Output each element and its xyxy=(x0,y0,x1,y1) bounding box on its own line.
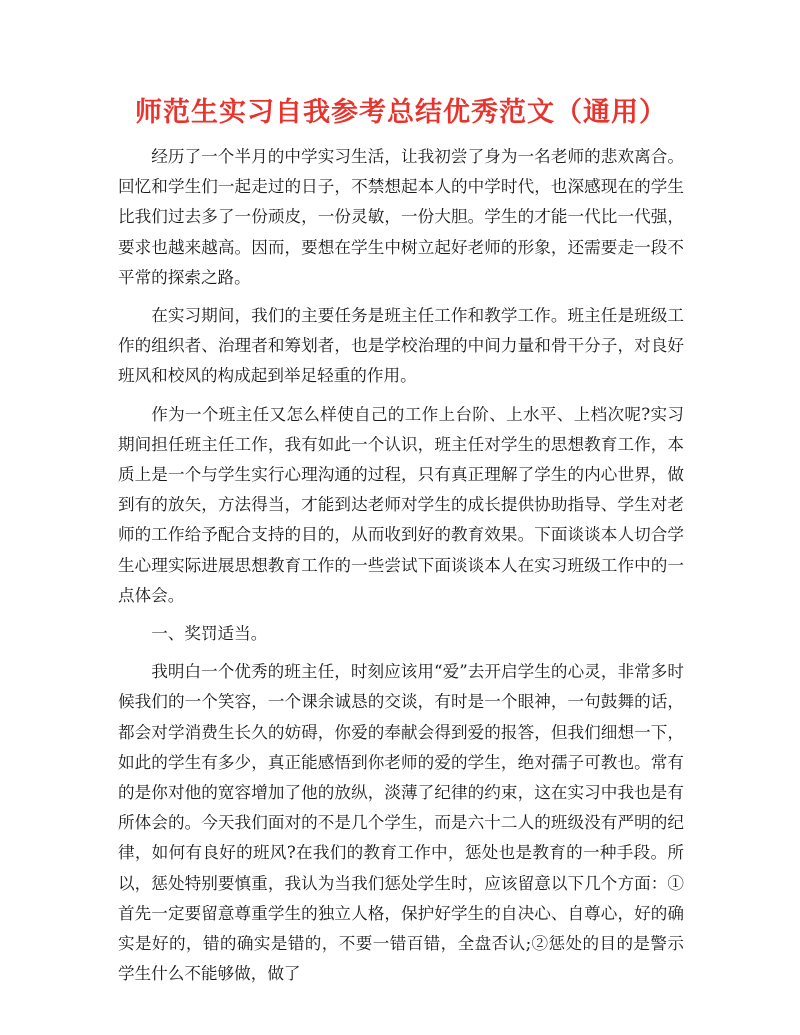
document-title: 师范生实习自我参考总结优秀范文（通用） xyxy=(135,97,667,128)
document-page xyxy=(118,92,684,997)
paragraph-reward-punishment: 我明白一个优秀的班主任，时刻应该用“爱”去开启学生的心灵，非常多时候我们的一个笑容，一个课余诚恳的交谈，有时是一个眼神，一句鼓舞的话，都会对学消费生长久的妨碍，你爱的奉献会得到爱的报答，但我们细想一下，如此的学生有多少，真正能感悟到你老师的爱的学生，绝对孺子可教也。常有的是你对他的宽容增加了他的放纵，淡薄了纪律的约束，这在实习中我也是有所体会的。今天我们面对的不是几个学生，而是六十二人的班级没有严明的纪律，如何有良好的班风?在我们的教育工作中，惩处也是教育的一种手段。所以，惩处特别要慎重，我认为当我们惩处学生时，应该留意以下几个方面：①首先一定要留意尊重学生的独立人格，保护好学生的自决心、自尊心，好的确实是好的，错的确实是错的，不要一错百错，全盘否认;②惩处的目的是警示学生什么不能够做，做了 xyxy=(118,662,684,984)
paragraph-head-teacher: 作为一个班主任又怎么样使自己的工作上台阶、上水平、上档次呢?实习期间担任班主任工作，我有如此一个认识，班主任对学生的思想教育工作，本质上是一个与学生实行心理沟通的过程，只有真正理解了学生的内心世界，做到有的放矢，方法得当，才能到达老师对学生的成长提供协助指导、学生对老师的工作给予配合支持的目的，从而收到好的教育效果。下面谈谈本人切合学生心理实际进展思想教育工作的一些尝试下面谈谈本人在实习班级工作中的一点体会。 xyxy=(118,404,684,605)
section-heading: 一、奖罚适当。 xyxy=(151,624,268,644)
paragraph-intro: 经历了一个半月的中学实习生活，让我初尝了身为一名老师的悲欢离合。回忆和学生们一起走过的日子，不禁想起本人的中学时代，也深感现在的学生比我们过去多了一份顽皮，一份灵敏，一份大胆。学生的才能一代比一代强，要求也越来越高。因而，要想在学生中树立起好老师的形象，还需要走一段不平常的探索之路。 xyxy=(118,147,684,287)
paragraph-tasks: 在实习期间，我们的主要任务是班主任工作和教学工作。班主任是班级工作的组织者、治理者和筹划者，也是学校治理的中间力量和骨干分子，对良好班风和校风的构成起到举足轻重的作用。 xyxy=(118,306,684,386)
